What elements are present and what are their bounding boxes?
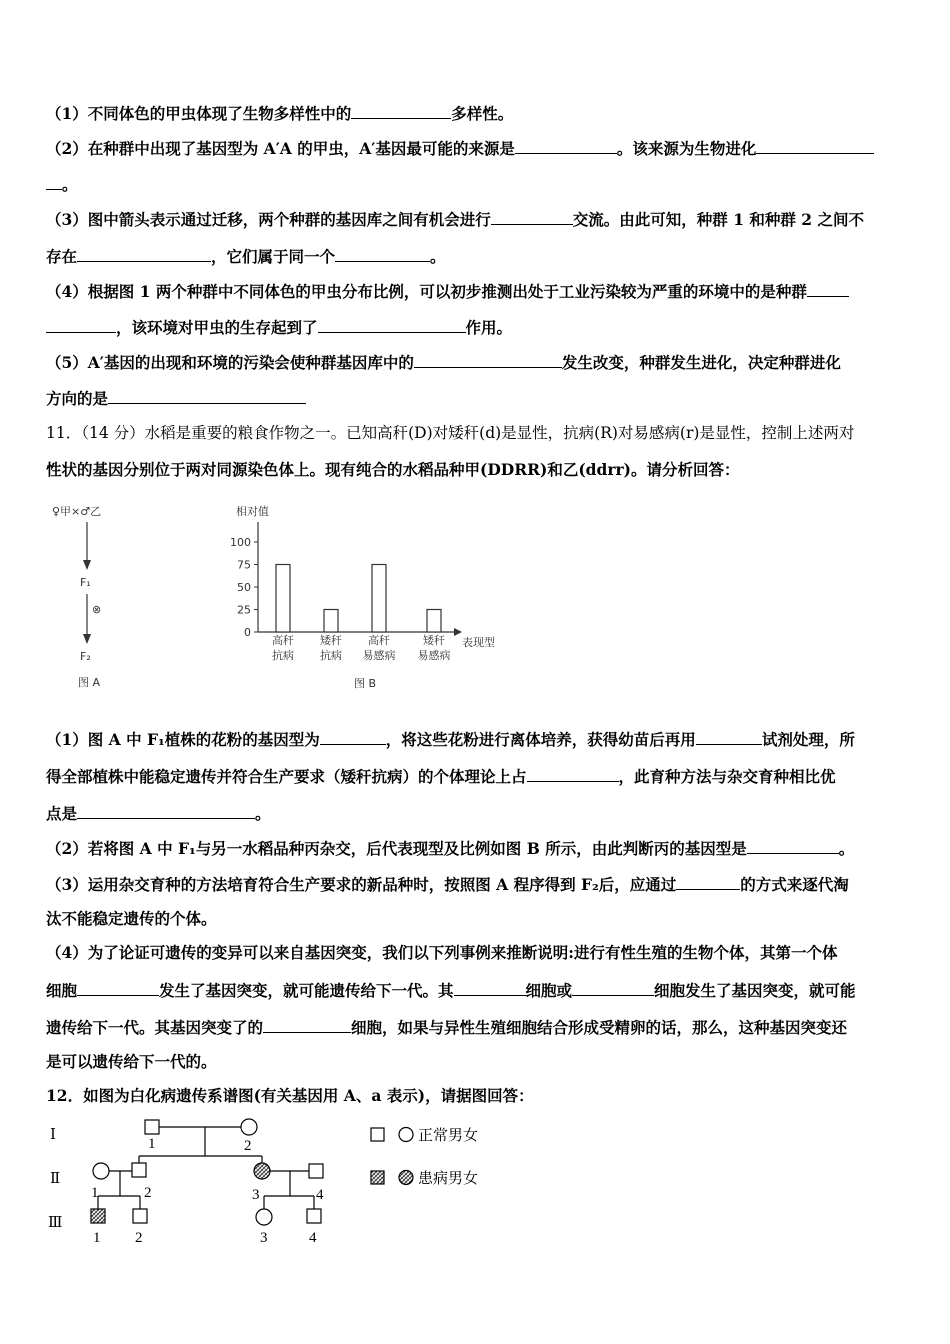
q10-part5: （5）A′基因的出现和环境的污染会使种群基因库中的 发生改变，种群发生进化，决定种群进化 xyxy=(46,353,841,372)
arrow-head xyxy=(83,560,91,570)
answer-blank[interactable] xyxy=(351,102,451,119)
answer-blank[interactable] xyxy=(454,979,526,996)
ped-III1-male-affected xyxy=(91,1209,105,1223)
q11-stem-line2: 性状的基因分别位于两对同源染色体上。现有纯合的水稻品种甲(DDRR)和乙(ddrr)。请分析回答： xyxy=(46,460,740,479)
y-tick-label: 75 xyxy=(237,558,251,572)
y-tick-label: 50 xyxy=(237,581,251,594)
label-II2: 2 xyxy=(144,1185,152,1201)
f2-label: F₂ xyxy=(80,650,91,663)
q11-sub1-line1: （1）图 A 中 F₁植株的花粉的基因型为 ，将这些花粉进行离体培养，获得幼苗后再用 试剂处理，所 xyxy=(46,730,855,749)
q12-stem: 12．如图为白化病遗传系谱图(有关基因用 A、a 表示)，请据图回答： xyxy=(46,1086,534,1105)
ped-III2-male-normal xyxy=(133,1209,147,1223)
answer-blank[interactable] xyxy=(756,137,874,154)
x-tick-label: 高秆 xyxy=(272,634,294,647)
answer-blank[interactable] xyxy=(414,351,562,368)
cross-label: ♀甲×♂乙 xyxy=(52,505,102,518)
answer-blank[interactable] xyxy=(108,387,306,404)
figure-b-caption: 图 B xyxy=(354,677,377,690)
x-tick-label: 矮秆 xyxy=(423,634,445,647)
answer-blank[interactable] xyxy=(46,316,116,333)
bar-4 xyxy=(427,610,441,633)
q11-sub3: （3）运用杂交育种的方法培育符合生产要求的新品种时，按照图 A 程序得到 F₂后，应通过 的方式来逐代淘 xyxy=(46,875,849,894)
answer-blank[interactable] xyxy=(747,837,839,854)
answer-blank[interactable] xyxy=(77,245,211,262)
q10-part4: （4）根据图 1 两个种群中不同体色的甲虫分布比例，可以初步推测出处于工业污染较为严重的环境中的是种群 xyxy=(46,280,849,302)
x-axis-arrow xyxy=(454,628,462,636)
ped-I2-female-normal xyxy=(241,1119,257,1135)
bar-1 xyxy=(276,565,290,633)
label-III1: 1 xyxy=(93,1230,101,1246)
q10-part5-cont: 方向的是 xyxy=(46,387,306,409)
x-tick-label: 易感病 xyxy=(417,649,451,662)
legend-normal-female-icon xyxy=(399,1128,413,1142)
y-tick-label: 25 xyxy=(237,603,251,617)
label-III2: 2 xyxy=(135,1230,143,1246)
legend-normal-male-icon xyxy=(371,1128,384,1141)
pedigree-chart xyxy=(40,1112,560,1252)
label-I1: 1 xyxy=(148,1136,156,1152)
q11-sub2: （2）若将图 A 中 F₁与另一水稻品种丙杂交，后代表现型及比例如图 B 所示，由此判断丙的基因型是 。 xyxy=(46,839,855,858)
q10-part3-cont: 存在 ，它们属于同一个 。 xyxy=(46,247,446,266)
legend-affected-male-icon xyxy=(371,1171,384,1184)
q11-sub1-line3: 点是 。 xyxy=(46,804,271,823)
legend-normal-label: 正常男女 xyxy=(418,1126,479,1144)
x-tick-label: 矮秆 xyxy=(320,634,342,647)
answer-blank[interactable] xyxy=(676,873,740,890)
ped-II2-male-normal xyxy=(132,1163,146,1177)
legend-affected-female-icon xyxy=(399,1171,413,1185)
x-tick-label: 易感病 xyxy=(362,649,396,662)
generation-label-III: Ⅲ xyxy=(48,1215,63,1231)
answer-blank[interactable] xyxy=(807,280,849,297)
y-tick-label: 100 xyxy=(230,536,251,549)
legend-affected-label: 患病男女 xyxy=(418,1169,479,1187)
label-II3: 3 xyxy=(252,1187,260,1203)
bar-3 xyxy=(372,565,386,633)
answer-blank[interactable] xyxy=(515,137,617,154)
figure-a-cross-diagram xyxy=(50,498,170,693)
ped-II4-male-normal xyxy=(309,1164,323,1178)
answer-blank[interactable] xyxy=(696,728,762,745)
ped-III4-male-normal xyxy=(307,1209,321,1223)
x-tick-label: 抗病 xyxy=(272,649,294,662)
answer-blank[interactable] xyxy=(320,728,386,745)
answer-blank[interactable] xyxy=(572,979,654,996)
ped-II1-female-normal xyxy=(93,1163,109,1179)
figure-a-caption: 图 A xyxy=(78,676,101,689)
arrow-head xyxy=(83,634,91,644)
answer-blank[interactable] xyxy=(491,208,573,225)
q11-stem-line1: 11．（14 分）水稻是重要的粮食作物之一。已知高秆(D)对矮秆(d)是显性，抗病(R)对易感病(r)是显性，控制上述两对 xyxy=(46,424,855,442)
ped-II3-female-affected xyxy=(254,1163,270,1179)
q10-part2-cont: 。 xyxy=(46,173,78,195)
answer-blank[interactable] xyxy=(335,245,430,262)
selfing-symbol: ⊗ xyxy=(92,603,102,616)
answer-blank[interactable] xyxy=(77,979,159,996)
q11-sub4-line3: 遗传给下一代。其基因突变了的 细胞，如果与异性生殖细胞结合形成受精卵的话，那么，这种基因突变还 xyxy=(46,1018,848,1037)
generation-label-I: Ⅰ xyxy=(50,1127,56,1143)
answer-blank[interactable] xyxy=(77,802,255,819)
bar-2 xyxy=(324,610,338,633)
x-tick-label: 高秆 xyxy=(368,634,390,647)
x-tick-label: 抗病 xyxy=(320,649,342,662)
q11-sub4-line2: 细胞 发生了基因突变，就可能遗传给下一代。其 细胞或 细胞发生了基因突变，就可能 xyxy=(46,981,856,1000)
x-axis-label: 表现型 xyxy=(462,636,495,649)
label-II1: 1 xyxy=(91,1185,99,1201)
label-II4: 4 xyxy=(316,1187,324,1203)
answer-blank[interactable] xyxy=(318,316,466,333)
answer-blank[interactable] xyxy=(46,173,62,190)
q11-sub3-cont: 汰不能稳定遗传的个体。 xyxy=(46,909,217,928)
label-I2: 2 xyxy=(244,1138,252,1154)
q10-part4-cont: ，该环境对甲虫的生存起到了 作用。 xyxy=(46,316,512,338)
figure-b-bar-chart xyxy=(222,500,522,695)
y-tick-label: 0 xyxy=(244,626,251,639)
q11-sub1-line2: 得全部植株中能稳定遗传并符合生产要求（矮秆抗病）的个体理论上占 ，此育种方法与杂交育种相比优 xyxy=(46,767,836,786)
q10-part2: （2）在种群中出现了基因型为 A′A 的甲虫，A′基因最可能的来源是 。该来源为生物进化 xyxy=(46,137,874,159)
q11-sub4-line1: （4）为了论证可遗传的变异可以来自基因突变，我们以下列事例来推断说明:进行有性生殖的生物个体，其第一个体 xyxy=(46,943,838,962)
q10-part1: （1）不同体色的甲虫体现了生物多样性中的 多样性。 xyxy=(46,104,514,123)
answer-blank[interactable] xyxy=(263,1016,351,1033)
f1-label: F₁ xyxy=(80,576,91,589)
generation-label-II: Ⅱ xyxy=(50,1171,61,1187)
ped-III3-female-normal xyxy=(256,1209,272,1225)
label-III4: 4 xyxy=(309,1230,317,1246)
label-III3: 3 xyxy=(260,1230,268,1246)
answer-blank[interactable] xyxy=(527,765,619,782)
y-axis-label: 相对值 xyxy=(236,505,269,518)
q11-sub4-line4: 是可以遗传给下一代的。 xyxy=(46,1052,217,1071)
ped-I1-male-normal xyxy=(145,1120,159,1134)
q10-part3: （3）图中箭头表示通过迁移，两个种群的基因库之间有机会进行 交流。由此可知，种群 1 和种群 2 之间不 xyxy=(46,210,864,229)
